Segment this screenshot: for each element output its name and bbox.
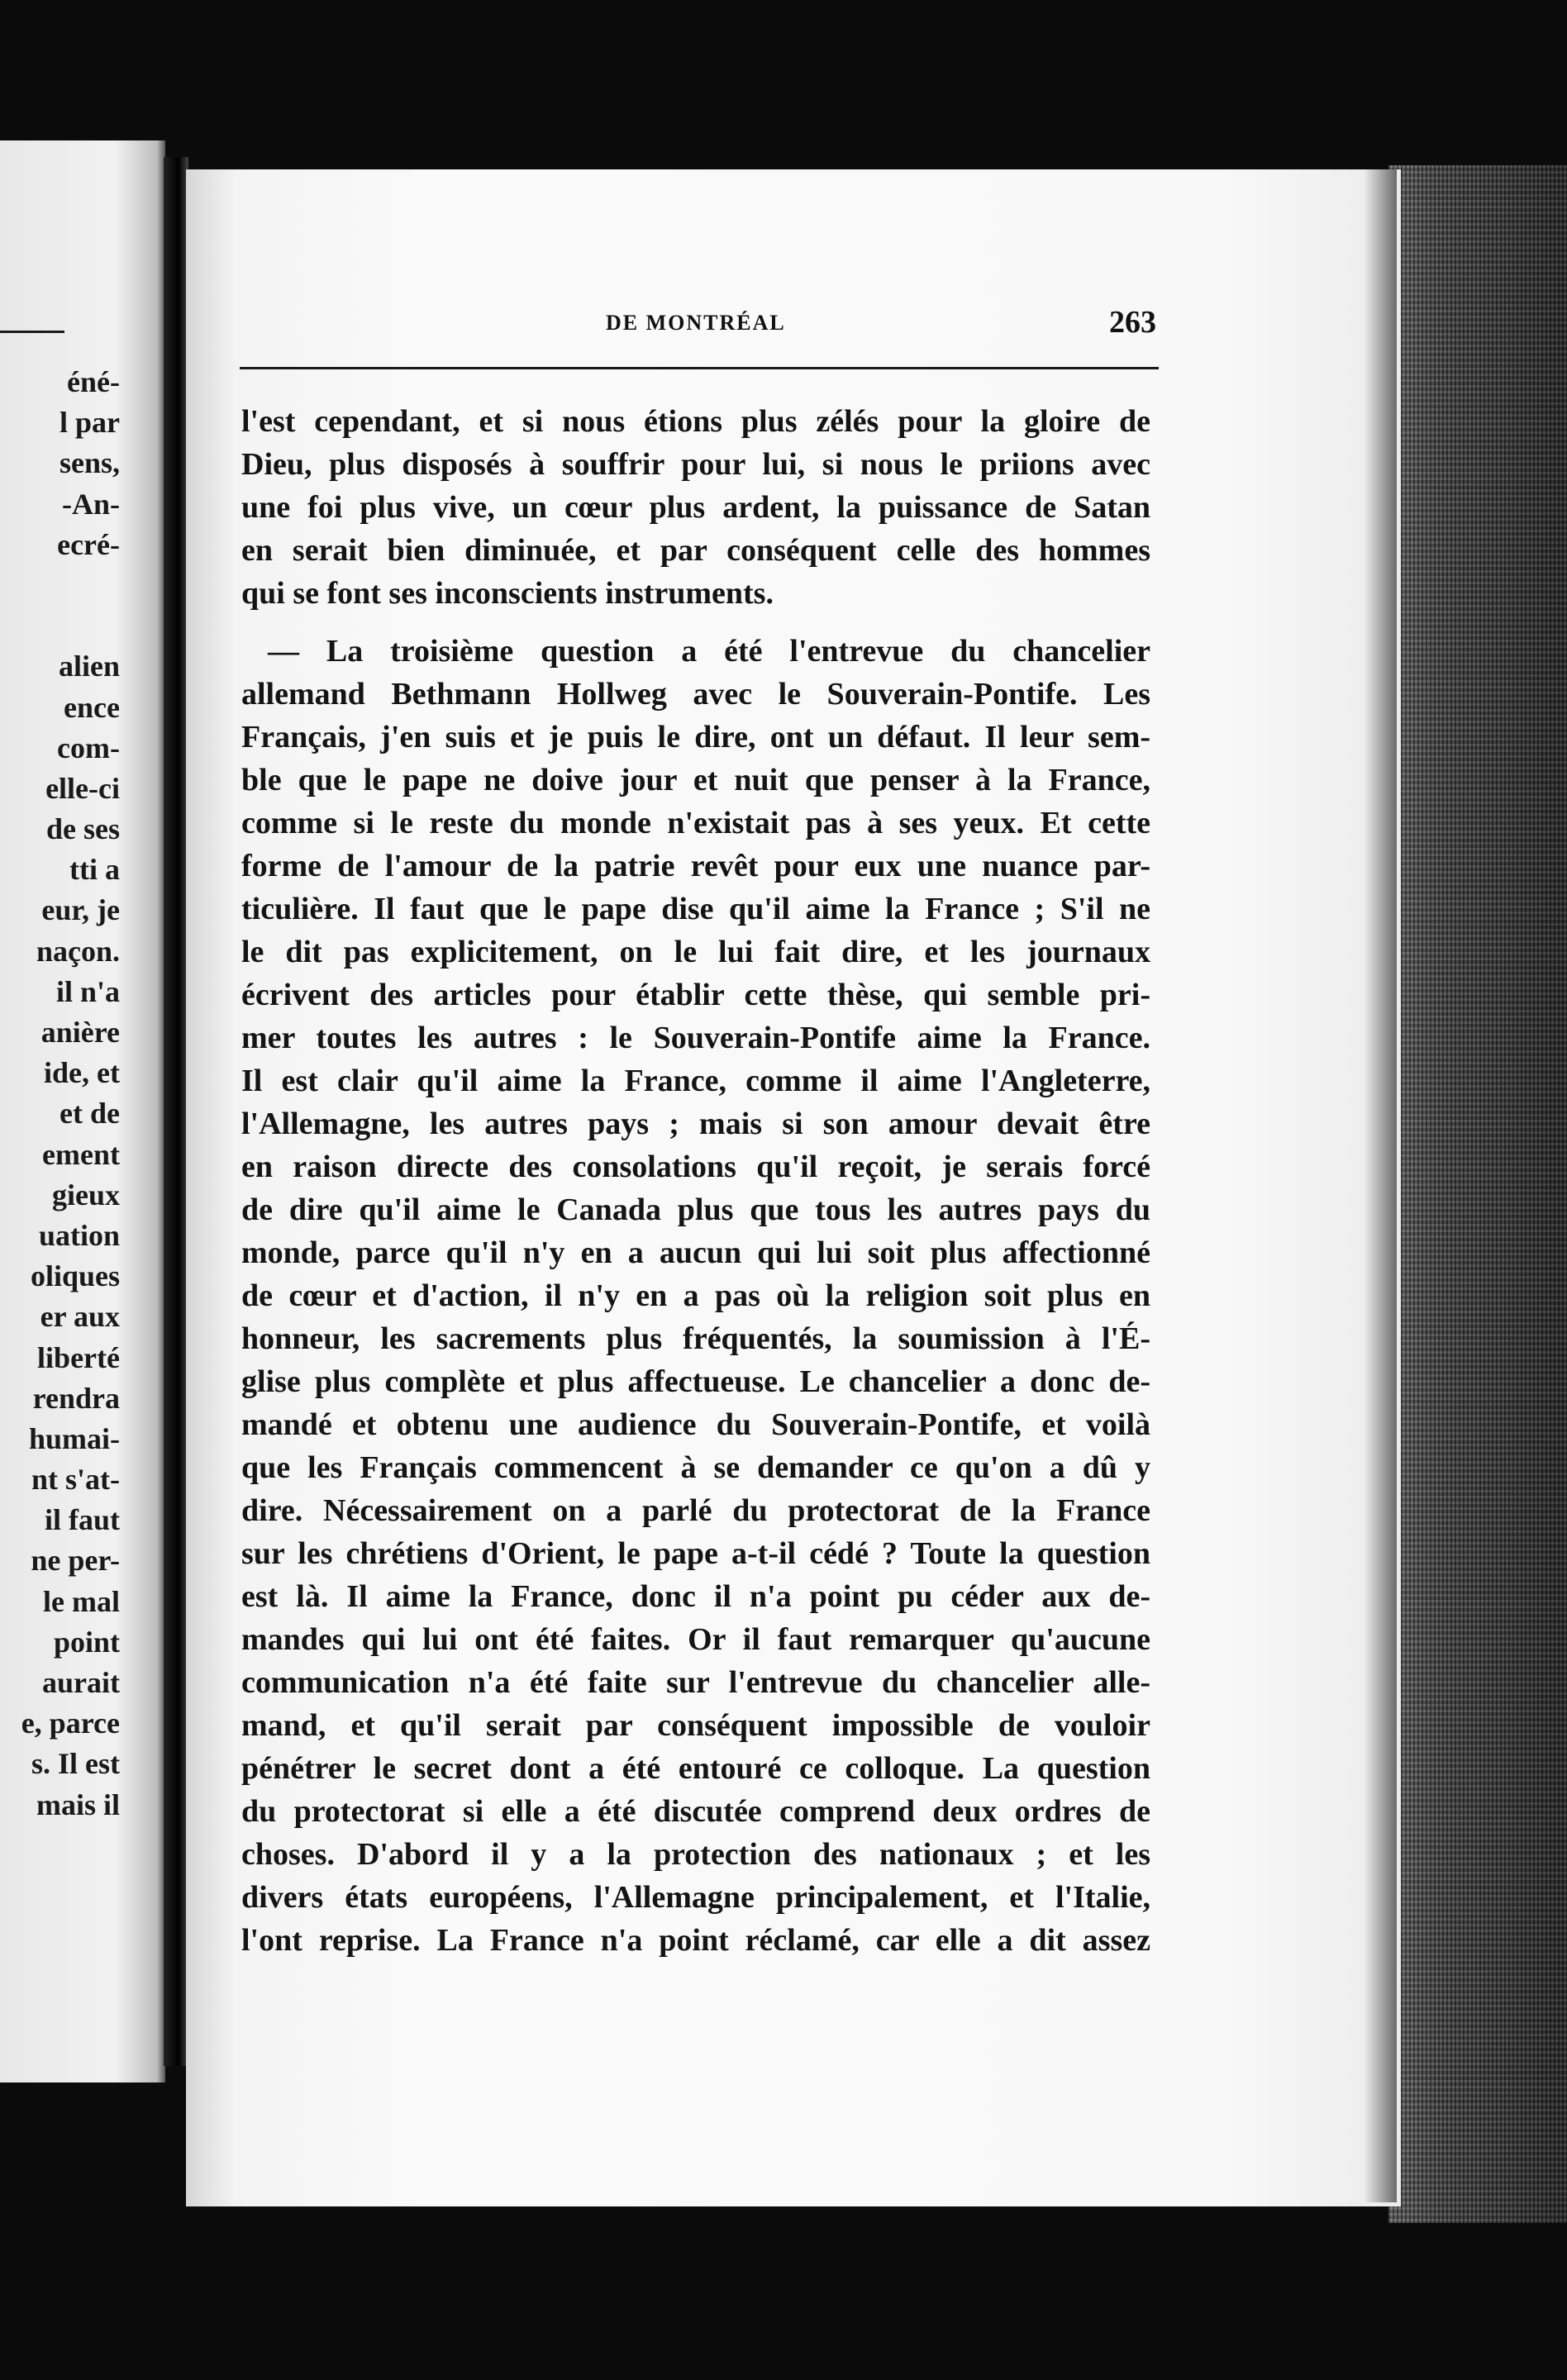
previous-page-line: anière xyxy=(40,1016,120,1049)
previous-page-line: elle-ci xyxy=(45,771,120,805)
previous-page-line: il faut xyxy=(44,1503,120,1537)
previous-page-line: naçon. xyxy=(36,934,120,968)
previous-page-line: de ses xyxy=(46,812,120,846)
previous-page-line: er aux xyxy=(40,1300,120,1334)
text-line: Français, j'en suis et je puis le dire, ont un défaut. Il leur sem- xyxy=(241,720,1150,754)
previous-page xyxy=(0,140,165,2082)
text-line: mandes qui lui ont été faites. Or il faut remarquer qu'aucune xyxy=(241,1622,1150,1657)
previous-page-line xyxy=(21,606,120,646)
text-line: Dieu, plus disposés à souffrir pour lui, si nous le priions avec xyxy=(241,447,1150,482)
text-line: mer toutes les autres : le Souverain-Pontife aime la France. xyxy=(241,1021,1150,1055)
page-edge-shadow xyxy=(1364,169,1397,2202)
text-line: le dit pas explicitement, on le lui fait dire, et les journaux xyxy=(241,935,1150,969)
previous-page-text xyxy=(21,362,120,1825)
text-line: — La troisième question a été l'entrevue du chancelier xyxy=(268,634,1150,669)
text-line: glise plus complète et plus affectueuse. Le chancelier a donc de- xyxy=(241,1364,1150,1399)
text-line: ble que le pape ne doive jour et nuit que penser à la France, xyxy=(241,763,1150,797)
text-line: ticulière. Il faut que le pape dise qu'il aime la France ; S'il ne xyxy=(241,892,1150,926)
previous-page-line: ecré- xyxy=(57,527,120,561)
text-line: allemand Bethmann Hollweg avec le Souverain-Pontife. Les xyxy=(241,677,1150,712)
text-line: communication n'a été faite sur l'entrevue du chancelier alle- xyxy=(241,1665,1150,1700)
previous-page-line: -An- xyxy=(62,487,120,521)
previous-page-line: éné- xyxy=(67,365,120,398)
previous-page-line: ement xyxy=(42,1137,120,1171)
previous-page-head-rule xyxy=(0,331,64,333)
text-line: de cœur et d'action, il n'y en a pas où la religion soit plus en xyxy=(241,1278,1150,1313)
text-line: une foi plus vive, un cœur plus ardent, la puissance de Satan xyxy=(241,490,1150,525)
book-gutter xyxy=(164,157,188,2066)
text-line: que les Français commencent à se demander ce qu'on a dû y xyxy=(241,1450,1150,1485)
previous-page-line: com- xyxy=(57,731,120,764)
text-line: choses. D'abord il y a la protection des nationaux ; et les xyxy=(241,1837,1150,1872)
text-line: en raison directe des consolations qu'il reçoit, je serais forcé xyxy=(241,1150,1150,1184)
header-rule xyxy=(240,367,1159,369)
text-line: dire. Nécessairement on a parlé du protectorat de la France xyxy=(241,1493,1150,1528)
text-line: forme de l'amour de la patrie revêt pour eux une nuance par- xyxy=(241,849,1150,883)
previous-page-line: liberté xyxy=(37,1340,120,1374)
text-line: écrivent des articles pour établir cette thèse, qui semble pri- xyxy=(241,978,1150,1012)
previous-page-line: humai- xyxy=(28,1421,120,1455)
previous-page-line: rendra xyxy=(32,1381,120,1415)
text-line: de dire qu'il aime le Canada plus que tous les autres pays du xyxy=(241,1192,1150,1227)
text-line: divers états européens, l'Allemagne principalement, et l'Italie, xyxy=(241,1880,1150,1915)
previous-page-line: ne per- xyxy=(31,1544,120,1578)
previous-page-line: point xyxy=(53,1625,120,1659)
previous-page-line: le mal xyxy=(43,1584,120,1618)
previous-page-line: l par xyxy=(59,406,120,440)
running-title: DE MONTRÉAL xyxy=(606,311,786,335)
page-number: 263 xyxy=(1109,305,1156,340)
text-line: est là. Il aime la France, donc il n'a point pu céder aux de- xyxy=(241,1579,1150,1614)
previous-page-line: il n'a xyxy=(55,974,120,1008)
text-line: l'est cependant, et si nous étions plus zélés pour la gloire de xyxy=(241,404,1150,439)
previous-page-line: nt s'at- xyxy=(31,1463,120,1497)
text-line: monde, parce qu'il n'y en a aucun qui lui soit plus affectionné xyxy=(241,1235,1150,1270)
body-text xyxy=(241,400,1150,1962)
previous-page-line: e, parce xyxy=(21,1706,120,1740)
previous-page-line: oliques xyxy=(30,1259,120,1293)
previous-page-line: s. Il est xyxy=(31,1747,120,1781)
text-line: en serait bien diminuée, et par conséquent celle des hommes xyxy=(241,533,1150,568)
text-line: l'ont reprise. La France n'a point réclamé, car elle a dit assez xyxy=(241,1923,1150,1958)
previous-page-line: ence xyxy=(64,690,120,724)
previous-page-line: tti a xyxy=(69,853,120,887)
previous-page-line: uation xyxy=(38,1218,120,1252)
text-line: mand, et qu'il serait par conséquent impossible de vouloir xyxy=(241,1708,1150,1743)
text-line: honneur, les sacrements plus fréquentés, la soumission à l'É- xyxy=(241,1321,1150,1356)
previous-page-line: mais il xyxy=(36,1787,120,1821)
previous-page-line: sens, xyxy=(59,446,120,480)
text-line: du protectorat si elle a été discutée comprend deux ordres de xyxy=(241,1794,1150,1829)
previous-page-line: gieux xyxy=(51,1178,120,1211)
paragraph-gap xyxy=(241,615,1150,630)
previous-page-line: alien xyxy=(58,650,120,683)
text-line: sur les chrétiens d'Orient, le pape a-t-il cédé ? Toute la question xyxy=(241,1536,1150,1571)
book-fore-edge xyxy=(1388,165,1567,2223)
text-line: l'Allemagne, les autres pays ; mais si son amour devait être xyxy=(241,1107,1150,1141)
text-line: pénétrer le secret dont a été entouré ce colloque. La question xyxy=(241,1751,1150,1786)
previous-page-line: eur, je xyxy=(41,893,120,927)
text-line: comme si le reste du monde n'existait pas à ses yeux. Et cette xyxy=(241,806,1150,840)
text-line: qui se font ses inconscients instruments. xyxy=(241,576,774,611)
previous-page-line: et de xyxy=(60,1097,120,1130)
previous-page-line xyxy=(21,565,120,606)
text-line: Il est clair qu'il aime la France, comme il aime l'Angleterre, xyxy=(241,1064,1150,1098)
previous-page-line: aurait xyxy=(42,1666,120,1699)
text-line: mandé et obtenu une audience du Souverain-Pontife, et voilà xyxy=(241,1407,1150,1442)
previous-page-line: ide, et xyxy=(44,1056,120,1090)
